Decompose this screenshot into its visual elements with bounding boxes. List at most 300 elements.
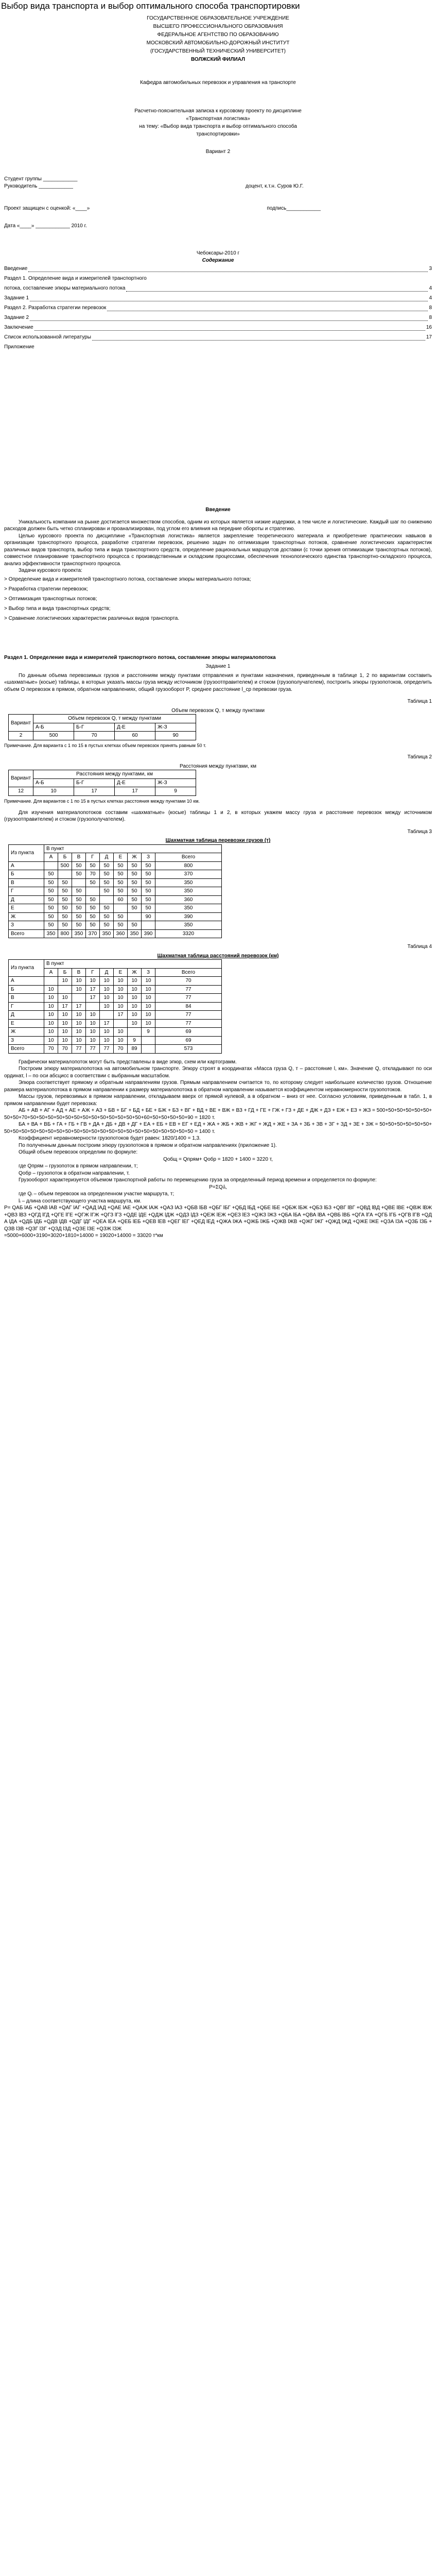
note-title-line: Расчетно-пояснительная записка к курсовому проекту по дисциплине bbox=[134, 108, 302, 114]
table-header: А bbox=[44, 968, 58, 977]
table-cell: 10 bbox=[100, 1036, 114, 1045]
table-cell: 10 bbox=[128, 985, 142, 994]
table-header: Г bbox=[86, 968, 100, 977]
table-header: Е bbox=[114, 968, 128, 977]
table-cell: 573 bbox=[155, 1045, 222, 1054]
table-cell: Всего bbox=[9, 1045, 44, 1054]
table-cell: 10 bbox=[58, 1011, 72, 1020]
table-row bbox=[9, 870, 222, 879]
table-cell: 70 bbox=[74, 732, 115, 740]
table-cell: 17 bbox=[115, 787, 155, 796]
toc-item-text: Раздел 2. Разработка стратегии перевозок bbox=[4, 305, 107, 311]
table-cell: 50 bbox=[44, 921, 58, 930]
table-cell bbox=[58, 870, 72, 879]
table-cell: 50 bbox=[142, 904, 155, 913]
table-cell: 10 bbox=[114, 1036, 128, 1045]
table-cell: 50 bbox=[72, 904, 86, 913]
table-cell: 50 bbox=[72, 870, 86, 879]
table-cell bbox=[128, 912, 142, 921]
table-row bbox=[9, 732, 196, 740]
table-cell: 50 bbox=[128, 861, 142, 870]
intro-task: > Определение вида и измерителей транспортного потока, составление эпюры материального потока; bbox=[4, 576, 251, 582]
table-header: Б-Г bbox=[74, 778, 115, 787]
table-cell: 2 bbox=[9, 732, 33, 740]
table-cell: Г bbox=[9, 887, 44, 896]
table-cell: 50 bbox=[128, 904, 142, 913]
table-cell: 50 bbox=[142, 870, 155, 879]
table-header: З bbox=[142, 968, 155, 977]
table-cell: 50 bbox=[44, 878, 58, 887]
table-cell: 50 bbox=[72, 887, 86, 896]
table4-label: Таблица 4 bbox=[407, 944, 432, 950]
intro-task: > Выбор типа и вида транспортных средств; bbox=[4, 605, 111, 612]
defense-grade-field: Проект защищен с оценкой: «____» bbox=[4, 206, 90, 212]
paragraph: Построим эпюру материалопотока на автомобильном транспорте. Эпюру строят в координатах «Масса груза Q, т – расстояние l, км». Значение Q, откладывают по оси ординат, l – по оси абсцисс в соответствии с выбранным масштабом. bbox=[4, 1066, 432, 1079]
table-cell: 10 bbox=[86, 1011, 100, 1020]
toc-item[interactable] bbox=[4, 283, 432, 293]
table-header: Всего bbox=[155, 853, 222, 862]
toc-item-text: потока, составление эпюры материального потока bbox=[4, 285, 126, 292]
paragraph: где Qпрям – грузопоток в прямом направлении, т; bbox=[19, 1163, 138, 1170]
table-cell: 17 bbox=[58, 1002, 72, 1011]
table-row bbox=[9, 895, 222, 904]
table-cell: 50 bbox=[44, 870, 58, 879]
table-row bbox=[9, 1011, 222, 1020]
paragraph: =5000+6000+3190+3020+1810+14000 = 19020+14000 = 33020 т*км bbox=[4, 1233, 163, 1239]
table-cell: 3320 bbox=[155, 929, 222, 938]
table-cell: 50 bbox=[114, 870, 128, 879]
table-cell: 10 bbox=[72, 1036, 86, 1045]
table-header: Вариант bbox=[9, 770, 33, 787]
toc-item[interactable] bbox=[4, 332, 432, 342]
table-cell bbox=[114, 904, 128, 913]
paragraph: Qобр – грузопоток в обратном направлении, т. bbox=[19, 1170, 130, 1176]
table-cell: 10 bbox=[58, 1019, 72, 1028]
table-header: А-Б bbox=[33, 778, 74, 787]
table-header: Г bbox=[86, 853, 100, 862]
table-cell bbox=[86, 1002, 100, 1011]
table-cell: 350 bbox=[155, 878, 222, 887]
table-cell: 10 bbox=[44, 1028, 58, 1037]
table-row bbox=[9, 878, 222, 887]
table-cell: 10 bbox=[58, 977, 72, 986]
toc-item-page: 16 bbox=[426, 325, 432, 331]
table-cell: А bbox=[9, 977, 44, 986]
table-cell: 10 bbox=[142, 1002, 155, 1011]
table-cell: 10 bbox=[100, 977, 114, 986]
org-line: МОСКОВСКИЙ АВТОМОБИЛЬНО-ДОРОЖНЫЙ ИНСТИТУТ bbox=[146, 40, 290, 46]
table-of-contents bbox=[4, 264, 432, 352]
table-cell: 50 bbox=[114, 921, 128, 930]
table-cell: 10 bbox=[72, 1028, 86, 1037]
table-header: Вариант bbox=[9, 715, 33, 732]
table-cell: 50 bbox=[100, 921, 114, 930]
intro-task: > Разработка стратегии перевозок; bbox=[4, 586, 88, 592]
table1-label: Таблица 1 bbox=[407, 699, 432, 705]
table-cell bbox=[142, 1036, 155, 1045]
city-year: Чебоксары-2010 г bbox=[196, 250, 240, 257]
table-cell: 10 bbox=[44, 994, 58, 1003]
table-cell: 50 bbox=[44, 887, 58, 896]
table4-distance-matrix bbox=[8, 959, 222, 1054]
table-cell: 50 bbox=[128, 887, 142, 896]
table-row bbox=[9, 977, 222, 986]
table-header: Ж-З bbox=[155, 778, 196, 787]
table-cell bbox=[72, 878, 86, 887]
table-header: А-Б bbox=[33, 723, 74, 732]
table-cell: 10 bbox=[33, 787, 74, 796]
table-cell: 69 bbox=[155, 1028, 222, 1037]
table-cell: 360 bbox=[155, 895, 222, 904]
table-cell: 10 bbox=[142, 1019, 155, 1028]
table-row bbox=[9, 1028, 222, 1037]
table-header: В пункт bbox=[44, 844, 222, 853]
table-cell: 800 bbox=[58, 929, 72, 938]
table-cell: 350 bbox=[128, 929, 142, 938]
table-cell bbox=[100, 1011, 114, 1020]
table-header: В bbox=[72, 853, 86, 862]
table3-cargo-matrix bbox=[8, 844, 222, 939]
intro-paragraph: Уникальность компании на рынке достигается множеством способов, одним из которых является низкие издержки, а тем числе и логистические. Каждый шаг по снижению расходов должен быть четко спланирован и проанализирован, под углом его влияния на передние обороты и стратегию. bbox=[4, 519, 432, 532]
table-cell: 50 bbox=[100, 912, 114, 921]
table-row bbox=[9, 1036, 222, 1045]
table-row bbox=[9, 787, 196, 796]
table-cell: 17 bbox=[114, 1011, 128, 1020]
table-cell: 84 bbox=[155, 1002, 222, 1011]
table-cell: 17 bbox=[74, 787, 115, 796]
table-cell: 10 bbox=[44, 985, 58, 994]
table-cell: 50 bbox=[100, 861, 114, 870]
table-cell: 50 bbox=[44, 895, 58, 904]
note-title bbox=[4, 107, 432, 138]
table-cell: 10 bbox=[142, 1011, 155, 1020]
paragraph: P= QАБ lАБ +QАВ lАВ +QАГ lАГ +QАД lАД +QАЕ lАЕ +QАЖ lАЖ +QАЗ lАЗ +QБВ lБВ +QБГ lБГ +QБД lБД +QБЕ lБЕ +QБЖ lБЖ +QБЗ lБЗ +QВГ lВГ +QВД lВД +QВЕ lВЕ +QВЖ lВЖ +QВЗ lВЗ +QГД lГД +QГЕ lГЕ +QГЖ lГЖ +QГЗ lГЗ +QДЕ lДЕ +QДЖ lДЖ +QДЗ lДЗ +QЕЖ lЕЖ +QЕЗ lЕЗ +QЖЗ lЖЗ +QБА lБА +QВА lВА +QВБ lВБ +QГА lГА +QГБ lГБ +QГВ lГВ +QДА lДА +QДБ lДБ +QДВ lДВ +QДГ lДГ +QЕА lЕА +QЕБ lЕБ +QЕВ lЕВ +QЕГ lЕГ +QЕД lЕД +QЖА lЖА +QЖБ lЖБ +QЖВ lЖВ +QЖГ lЖГ +QЖД lЖД +QЖЕ lЖЕ +QЗА lЗА +QЗБ lЗБ +QЗВ lЗВ +QЗГ lЗГ +QЗД lЗД +QЗЕ lЗЕ +QЗЖ lЗЖ bbox=[4, 1205, 432, 1232]
toc-item[interactable] bbox=[4, 313, 432, 323]
table-cell: А bbox=[9, 861, 44, 870]
toc-item-text: Введение bbox=[4, 266, 28, 272]
table-header: Всего bbox=[155, 968, 222, 977]
table-cell: 50 bbox=[72, 912, 86, 921]
toc-item-text: Список использованной литературы bbox=[4, 334, 91, 341]
department-name: Кафедра автомобильных перевозок и управления на транспорте bbox=[140, 80, 296, 86]
table-cell: 10 bbox=[128, 1002, 142, 1011]
toc-item[interactable] bbox=[4, 323, 432, 332]
table-row bbox=[9, 1002, 222, 1011]
defense-row bbox=[4, 205, 321, 212]
table-cell: 350 bbox=[100, 929, 114, 938]
document-content bbox=[0, 14, 436, 1239]
paragraph: АБ + АВ + АГ + АД + АЕ + АЖ + АЗ + БВ + БГ + БД + БЕ + БЖ + БЗ + ВГ + ВД + ВЕ + ВЖ + ВЗ + ГД + ГЕ + ГЖ + ГЗ + ДЕ + ДЖ + ДЗ + ЕЖ + ЕЗ + ЖЗ = 500+50+50+50+50+50+50+50+70+50+50+50+50+50+50+50+50+50+50+50+50+50+60+50+50+50+50+90 = 1820 т. bbox=[4, 1108, 432, 1121]
table-cell: Б bbox=[9, 870, 44, 879]
table-cell: 10 bbox=[44, 1019, 58, 1028]
table-cell: 10 bbox=[86, 1036, 100, 1045]
table-cell: 60 bbox=[114, 895, 128, 904]
paragraph: где Qᵢ – объем перевозок на определенном участке маршрута, т; bbox=[19, 1191, 175, 1197]
table-header: А bbox=[44, 853, 58, 862]
table1-volumes bbox=[8, 714, 196, 740]
intro-paragraph: Целью курсового проекта по дисциплине «Транспортная логистика» является закрепление теоретического материала и приобретение практических навыков в организации транспортного процесса, разработке стратегии перевозок, решению задач по оптимизации транспортных потоков, сравнение логистических характеристик различных видов транспорта, выбор типа и вида транспортного средств, определение рациональных маршрутов доставки (с точки зрения оптимизации транспортных потоков), совместное планирование транспортного процесса с производственным и складским процессами, обеспечения технологического единства транспортно-складского процесса, анализ эффективности транспортного процесса. bbox=[4, 533, 432, 567]
table-cell: Б bbox=[9, 985, 44, 994]
table-row bbox=[9, 921, 222, 930]
table-cell: 50 bbox=[100, 887, 114, 896]
table-cell: 50 bbox=[128, 895, 142, 904]
table-cell: 500 bbox=[33, 732, 74, 740]
table-cell: 50 bbox=[142, 861, 155, 870]
note-title-line: транспортировки» bbox=[196, 131, 240, 137]
table-header: Е bbox=[114, 853, 128, 862]
table-header: Объем перевозок Q, т между пунктами bbox=[33, 715, 196, 723]
table-cell: 70 bbox=[114, 1045, 128, 1054]
table-cell: 50 bbox=[58, 912, 72, 921]
table-cell: 10 bbox=[114, 977, 128, 986]
toc-item-text: Задание 1 bbox=[4, 295, 29, 301]
table-cell: 350 bbox=[155, 904, 222, 913]
table-cell: Е bbox=[9, 904, 44, 913]
table-cell: 50 bbox=[142, 895, 155, 904]
table-cell: 10 bbox=[44, 1011, 58, 1020]
table-cell: 500 bbox=[58, 861, 72, 870]
table-cell: Ж bbox=[9, 1028, 44, 1037]
table-cell: 10 bbox=[114, 1028, 128, 1037]
table-cell: 50 bbox=[44, 912, 58, 921]
supervisor-label: Руководитель ____________ bbox=[4, 183, 73, 189]
toc-item-text: Заключение bbox=[4, 325, 33, 331]
table-cell: Г bbox=[9, 1002, 44, 1011]
toc-item[interactable] bbox=[4, 264, 432, 274]
table-cell: 69 bbox=[155, 1036, 222, 1045]
table-cell: Е bbox=[9, 1019, 44, 1028]
org-line: (ГОСУДАРСТВЕННЫЙ ТЕХНИЧЕСКИЙ УНИВЕРСИТЕТ) bbox=[150, 48, 286, 55]
table-cell: 50 bbox=[114, 912, 128, 921]
table-cell: 10 bbox=[86, 1028, 100, 1037]
table-cell: 50 bbox=[44, 904, 58, 913]
toc-item[interactable] bbox=[4, 303, 432, 313]
table-cell bbox=[44, 977, 58, 986]
table-cell: 50 bbox=[128, 878, 142, 887]
table-cell: В bbox=[9, 878, 44, 887]
table-cell: 390 bbox=[155, 912, 222, 921]
table-cell: 50 bbox=[58, 921, 72, 930]
table-cell: 50 bbox=[86, 904, 100, 913]
toc-item-text: Раздел 1. Определение вида и измерителей транспортного bbox=[4, 276, 147, 282]
table-cell: 10 bbox=[128, 1019, 142, 1028]
table-cell: 10 bbox=[100, 994, 114, 1003]
table-row bbox=[9, 887, 222, 896]
org-line: ГОСУДАРСТВЕННОЕ ОБРАЗОВАТЕЛЬНОЕ УЧРЕЖДЕНИЕ bbox=[147, 15, 289, 22]
table-cell: 50 bbox=[86, 878, 100, 887]
toc-item-page: 8 bbox=[429, 315, 432, 321]
organization-header bbox=[4, 14, 432, 64]
table-cell bbox=[142, 921, 155, 930]
table-cell: 370 bbox=[86, 929, 100, 938]
table-cell: 77 bbox=[155, 985, 222, 994]
paragraph: Коэффициент неравномерности грузопотоков будет равен: 1820/1400 = 1,3. bbox=[19, 1136, 201, 1142]
paragraph: БА + ВА + ВБ + ГА + ГБ + ГВ + ДА + ДБ + ДВ + ДГ + ЕА + ЕБ + ЕВ + ЕГ + ЕД + ЖА + ЖБ + ЖВ + ЖГ + ЖД + ЖЕ + ЗА + ЗБ + ЗВ + ЗГ + ЗД + ЗЕ + ЗЖ = 50+50+50+50+50+50+50+50+50+50+50+50+50+50+50+50+50+50+50+50+50+50+50+50+50+50+50+50 = 1400 т. bbox=[4, 1122, 432, 1134]
table-row bbox=[9, 1019, 222, 1028]
table-cell: 50 bbox=[58, 904, 72, 913]
table-cell: 17 bbox=[86, 994, 100, 1003]
table2-note: Примечание. Для вариантов с 1 по 15 в пустых клетках расстояния между пунктами 10 км. bbox=[4, 798, 200, 804]
table-cell: 10 bbox=[142, 985, 155, 994]
table-cell: 70 bbox=[58, 1045, 72, 1054]
paragraph: По полученным данным построим эпюру грузопотоков в прямом и обратном направлениях (приложение 1). bbox=[19, 1142, 277, 1148]
table-cell: 50 bbox=[58, 887, 72, 896]
signature-field: подпись____________ bbox=[267, 206, 321, 212]
toc-item-page: 3 bbox=[429, 266, 432, 272]
intro-heading: Введение bbox=[205, 507, 231, 513]
section1-paragraph: По данным объема перевозимых грузов и расстояниям между пунктами отправления и пунктами назначения, приведенным в таблице 1, 2 по вариантам составить «шахматные» (косые) таблицы, в которых указать массы груза между источником (грузоотправителем) и стоком (грузополучателем), построить эпюры грузопотоков, определить объем О перевозок в прямом, обратном направлениях, общий грузооборот P, среднее расстояние l_ср перевозки груза. bbox=[4, 672, 432, 692]
table-cell: 12 bbox=[9, 787, 33, 796]
table-cell: 77 bbox=[72, 1045, 86, 1054]
table-cell: 10 bbox=[100, 1002, 114, 1011]
table-header: Б bbox=[58, 853, 72, 862]
student-group-field: Студент группы ____________ bbox=[4, 176, 78, 182]
toc-item-text: Приложение bbox=[4, 344, 34, 350]
table1-caption: Объем перевозок Q, т между пунктами bbox=[171, 707, 265, 714]
table-cell: 50 bbox=[142, 887, 155, 896]
table-header: Б-Г bbox=[74, 723, 115, 732]
document-page bbox=[0, 1, 436, 1240]
table-row bbox=[9, 985, 222, 994]
table-cell: 50 bbox=[142, 878, 155, 887]
table-cell: Д bbox=[9, 895, 44, 904]
table-cell: В bbox=[9, 994, 44, 1003]
table-header: З bbox=[142, 853, 155, 862]
org-line: ВЫСШЕГО ПРОФЕССИОНАЛЬНОГО ОБРАЗОВАНИЯ bbox=[153, 24, 283, 30]
table-cell: 10 bbox=[114, 994, 128, 1003]
table-cell bbox=[58, 985, 72, 994]
intro-task: > Сравнение логистических характеристик различных видов транспорта. bbox=[4, 615, 180, 621]
table-cell: 77 bbox=[155, 994, 222, 1003]
table-cell: 50 bbox=[128, 870, 142, 879]
table-cell: 70 bbox=[155, 977, 222, 986]
table-cell: 50 bbox=[86, 861, 100, 870]
table-cell: 10 bbox=[100, 985, 114, 994]
table-cell: З bbox=[9, 1036, 44, 1045]
table-cell: 10 bbox=[100, 1028, 114, 1037]
page-title: Выбор вида транспорта и выбор оптимального способа транспортировки bbox=[1, 1, 300, 11]
toc-item[interactable] bbox=[4, 342, 432, 352]
table-cell: 10 bbox=[58, 1036, 72, 1045]
paragraph: Графически материалопоток могут быть представлены в виде эпюр, схем или картограмм. bbox=[19, 1059, 237, 1065]
table-header: Ж-З bbox=[155, 723, 196, 732]
table-header: Д-Е bbox=[115, 778, 155, 787]
table-cell: 350 bbox=[155, 921, 222, 930]
table-cell: 50 bbox=[58, 878, 72, 887]
table-cell: 350 bbox=[155, 887, 222, 896]
table-row bbox=[9, 929, 222, 938]
section1-heading: Раздел 1. Определение вида и измерителей транспортного потока, составление эпюры материалопотока bbox=[4, 654, 276, 660]
table-cell: 10 bbox=[44, 1036, 58, 1045]
supervisor-row bbox=[4, 183, 304, 190]
table1-note: Примечание. Для варианта с 1 по 15 в пустых клетках объем перевозок принять равным 50 т. bbox=[4, 742, 206, 748]
table-cell: 10 bbox=[72, 985, 86, 994]
table-cell: 350 bbox=[72, 929, 86, 938]
table-cell: 370 bbox=[155, 870, 222, 879]
table-cell: 50 bbox=[100, 878, 114, 887]
note-title-line: «Транспортная логистика» bbox=[186, 115, 250, 122]
table-cell: 10 bbox=[58, 994, 72, 1003]
table2-caption: Расстояния между пунктами, км bbox=[180, 763, 256, 769]
table-cell: 17 bbox=[72, 1002, 86, 1011]
table-cell: 10 bbox=[72, 1011, 86, 1020]
table4-caption: Шахматная таблица расстояний перевозок (км) bbox=[157, 953, 279, 959]
table-row bbox=[9, 994, 222, 1003]
paragraph: Массы грузов, перевозимых в прямом направлении, откладываем вверх от прямой нулевой, а в обратном – вниз от нее. Согласно условиям, приведенным в табл. 1, в прямом направлении будет перевозка: bbox=[4, 1094, 432, 1107]
table-header: Д bbox=[100, 968, 114, 977]
table-cell: 10 bbox=[86, 1019, 100, 1028]
table-cell: 10 bbox=[142, 977, 155, 986]
table-header: Б bbox=[58, 968, 72, 977]
table-row bbox=[9, 912, 222, 921]
toc-item-page: 17 bbox=[426, 334, 432, 341]
toc-item-page: 4 bbox=[429, 285, 432, 292]
toc-item-text: Задание 2 bbox=[4, 315, 29, 321]
table-cell: 60 bbox=[115, 732, 155, 740]
table-cell: 50 bbox=[114, 878, 128, 887]
table-cell: 70 bbox=[86, 870, 100, 879]
table-cell: 10 bbox=[128, 994, 142, 1003]
table-cell: 90 bbox=[142, 912, 155, 921]
table-cell: 350 bbox=[44, 929, 58, 938]
table-row bbox=[9, 1045, 222, 1054]
table-cell: 800 bbox=[155, 861, 222, 870]
table-cell: 9 bbox=[155, 787, 196, 796]
table-header: Д bbox=[100, 853, 114, 862]
note-title-line: на тему: «Выбор вида транспорта и выбор оптимального способа bbox=[139, 123, 297, 129]
table-header: Д-Е bbox=[115, 723, 155, 732]
table-row bbox=[9, 904, 222, 913]
table-cell: Ж bbox=[9, 912, 44, 921]
table-cell: Д bbox=[9, 1011, 44, 1020]
toc-item[interactable] bbox=[4, 293, 432, 303]
table-cell bbox=[86, 887, 100, 896]
table-cell: 390 bbox=[142, 929, 155, 938]
variant-label: Вариант 2 bbox=[205, 148, 231, 155]
toc-item-page: 4 bbox=[429, 295, 432, 301]
table-cell bbox=[114, 1019, 128, 1028]
table-cell bbox=[44, 861, 58, 870]
table-cell: 77 bbox=[155, 1019, 222, 1028]
table-cell: 17 bbox=[86, 985, 100, 994]
table2-distances bbox=[8, 770, 196, 796]
table-cell: 77 bbox=[100, 1045, 114, 1054]
toc-heading: Содержание bbox=[202, 257, 234, 263]
table-cell: 77 bbox=[86, 1045, 100, 1054]
org-line: ФЕДЕРАЛЬНОЕ АГЕНТСТВО ПО ОБРАЗОВАНИЮ bbox=[157, 32, 279, 38]
toc-item-page: 8 bbox=[429, 305, 432, 311]
table-cell: 17 bbox=[100, 1019, 114, 1028]
table-cell: 10 bbox=[114, 985, 128, 994]
table-cell: 10 bbox=[128, 977, 142, 986]
intro-paragraph: Задачи курсового проекта: bbox=[19, 568, 82, 574]
paragraph: lᵢ – длина соответствующего участка маршрута, км. bbox=[19, 1198, 142, 1204]
date-field: Дата «____» ____________ 2010 г. bbox=[4, 223, 87, 229]
branch-name: ВОЛЖСКИЙ ФИЛИАЛ bbox=[190, 57, 246, 63]
toc-item[interactable] bbox=[4, 274, 432, 283]
table-header: Ж bbox=[128, 968, 142, 977]
table-cell: 10 bbox=[58, 1028, 72, 1037]
table-cell: 50 bbox=[86, 921, 100, 930]
table-cell bbox=[100, 895, 114, 904]
table-cell: 10 bbox=[72, 1019, 86, 1028]
paragraph: Для изучения материалопотоков составим «шахматные» (косые) таблицы 1 и 2, в которых укажем массу груза и расстояние перевозок между источником (грузоотправителем) и стоком (грузополучателем). bbox=[4, 809, 432, 823]
paragraph: Общий объем перевозок определим по формуле: bbox=[19, 1149, 138, 1156]
table-cell: 50 bbox=[86, 912, 100, 921]
supervisor-name: доцент, к.т.н. Суров Ю.Г. bbox=[245, 183, 304, 189]
table-cell: 77 bbox=[155, 1011, 222, 1020]
table-cell: 10 bbox=[44, 1002, 58, 1011]
